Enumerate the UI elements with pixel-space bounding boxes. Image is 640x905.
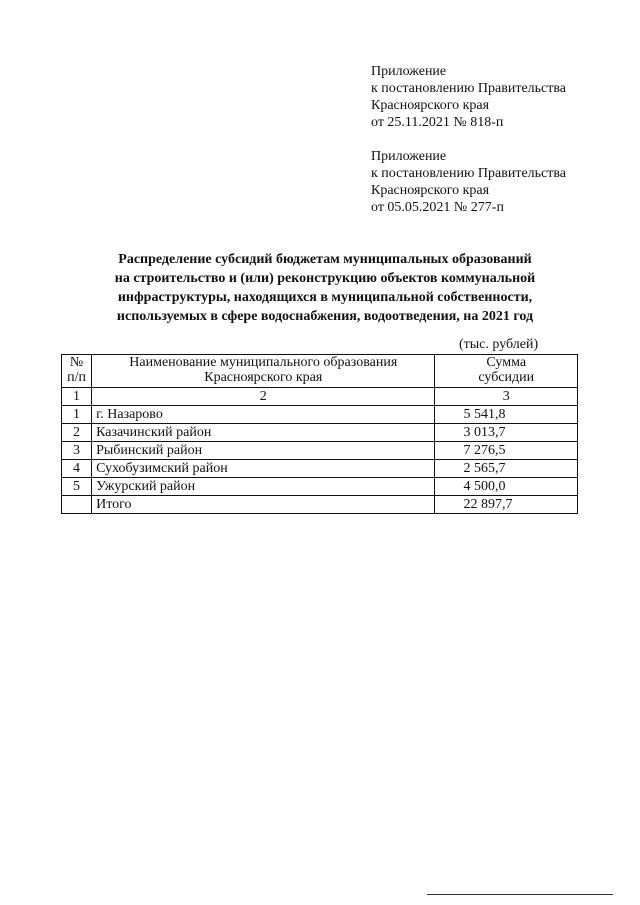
row-amount: 3 013,7 <box>435 424 578 442</box>
row-municipality: г. Назарово <box>92 406 435 424</box>
column-number: 1 <box>62 388 92 406</box>
header-number <box>62 355 92 388</box>
row-amount: 4 500,0 <box>435 478 578 496</box>
column-number: 2 <box>92 388 435 406</box>
header-amount <box>435 355 578 388</box>
column-number-row <box>62 388 578 406</box>
header-amount-line: субсидии <box>478 370 535 385</box>
total-number <box>62 496 92 514</box>
table-row <box>62 424 578 442</box>
annex-line: Приложение <box>371 64 447 79</box>
subsidy-table <box>61 354 578 514</box>
table-row <box>62 460 578 478</box>
header-number-symbol: № <box>69 355 84 370</box>
row-municipality: Казачинский район <box>92 424 435 442</box>
annex-line: Красноярского края <box>371 183 490 198</box>
row-number: 1 <box>62 406 92 424</box>
annex-line: к постановлению Правительства <box>371 81 567 96</box>
title-line: инфраструктуры, находящихся в муниципальной собственности, <box>117 290 533 305</box>
document-title <box>70 250 580 326</box>
header-number-abbrev: п/п <box>67 370 86 385</box>
annex-date-number: от 25.11.2021 № 818-п <box>371 115 504 130</box>
title-line: Распределение субсидий бюджетам муниципальных образований <box>118 252 532 267</box>
table-header-row <box>62 355 578 388</box>
total-amount: 22 897,7 <box>435 496 578 514</box>
header-municipality <box>92 355 435 388</box>
row-municipality: Ужурский район <box>92 478 435 496</box>
row-number: 3 <box>62 442 92 460</box>
header-municipality-line: Красноярского края <box>204 370 323 385</box>
row-municipality: Сухобузимский район <box>92 460 435 478</box>
title-line: используемых в сфере водоснабжения, водоотведения, на 2021 год <box>116 309 534 324</box>
table-row <box>62 478 578 496</box>
title-line: на строительство и (или) реконструкцию объектов коммунальной <box>114 271 536 286</box>
header-municipality-line: Наименование муниципального образования <box>129 355 398 370</box>
annex-header-current <box>371 63 611 131</box>
row-amount: 7 276,5 <box>435 442 578 460</box>
row-number: 4 <box>62 460 92 478</box>
annex-line: Приложение <box>371 149 447 164</box>
header-amount-line: Сумма <box>486 355 527 370</box>
row-municipality: Рыбинский район <box>92 442 435 460</box>
units-label: (тыс. рублей) <box>459 337 539 352</box>
table-row <box>62 406 578 424</box>
row-number: 2 <box>62 424 92 442</box>
row-amount: 5 541,8 <box>435 406 578 424</box>
annex-header-original <box>371 148 611 216</box>
annex-line: Красноярского края <box>371 98 490 113</box>
table-row <box>62 442 578 460</box>
footer-rule <box>427 894 613 895</box>
total-row <box>62 496 578 514</box>
annex-line: к постановлению Правительства <box>371 166 567 181</box>
row-number: 5 <box>62 478 92 496</box>
column-number: 3 <box>435 388 578 406</box>
row-amount: 2 565,7 <box>435 460 578 478</box>
annex-date-number: от 05.05.2021 № 277-п <box>371 200 504 215</box>
total-label: Итого <box>92 496 435 514</box>
